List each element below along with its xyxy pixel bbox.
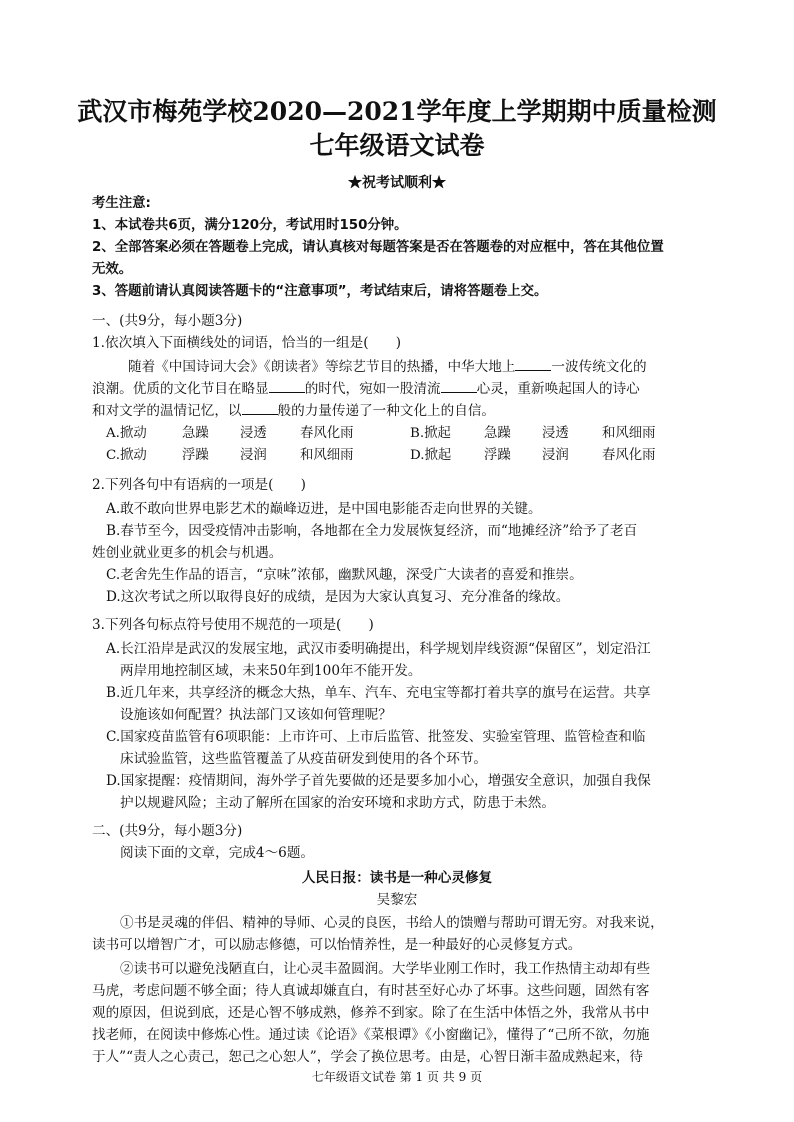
q1-option-d: D.掀起 [410,448,452,463]
article-para1: ①书是灵魂的伴侣、精神的导师、心灵的良医，书给人的馈赠与帮助可谓无穷。对我来说， [120,915,664,931]
q1-option-d-word4: 春风化雨 [602,448,656,463]
exam-title-line2: 七年级语文试卷 [309,131,485,160]
article-para2-line5: 于人”“责人之心责己，恕己之心恕人”，学会了换位思考。由是，心智日渐丰盈成熟起来，待 [92,1049,644,1065]
q2-option-b-cont: 姓创业就业更多的机会与机遇。 [92,545,283,561]
q3-option-b-cont: 设施该如何配置？执法部门又该如何管理呢？ [120,707,392,723]
blank-1 [515,357,551,371]
q3-option-c-cont: 床试验监管，这些监管覆盖了从疫苗研发到使用的各个环节。 [120,751,488,767]
q1-passage-line1: 随着《中国诗词大会》《朗读者》等综艺节目的热播，中华大地上 一波传统文化的 [128,359,647,375]
notice-heading: 考生注意: [92,196,151,211]
q1-option-b-word2: 急躁 [484,426,511,441]
q1-passage-line3: 和对文学的温情记忆，以 般的力量传递了一种文化上的自信。 [92,403,496,419]
notice-item-3: 3、答题前请认真阅读答题卡的“注意事项”，考试结束后，请将答题卷上交。 [92,284,548,299]
q2-option-a: A.敢不敢向世界电影艺术的巅峰迈进，是中国电影能否走向世界的关键。 [106,501,542,517]
q1-stem: 1.依次填入下面横线处的词语，恰当的一组是( ) [92,335,402,351]
blank-4 [242,401,278,415]
article-para2-line2: 马虎，考虑问题不够全面；待人真诚却嫌直白，有时甚至好心办了坏事。这些问题，固然有客 [92,983,650,999]
q1-options-row2 [92,444,704,466]
q2-option-c: C.老舍先生作品的语言，“京味”浓郁，幽默风趣，深受广大读者的喜爱和推崇。 [106,567,583,583]
q1-option-a: A.掀动 [106,426,147,441]
notice-item-1: 1、本试卷共6页，满分120分，考试用时150分钟。 [92,218,408,233]
notice-item-2-cont: 无效。 [92,262,133,277]
q1-option-b-word3: 浸透 [542,426,569,441]
q1-option-c-word3: 浸润 [240,448,267,463]
q3-option-c: C.国家疫苗监管有6项职能：上市许可、上市后监管、批签发、实验室管理、监管检查和临 [106,729,646,745]
article-para2: ②读书可以避免浅陋直白，让心灵丰盈圆润。大学毕业刚工作时，我工作热情主动却有些 [120,961,651,977]
article-author: 吴黎宏 [376,892,418,908]
article-para2-line3: 观的原因，但说到底，还是心智不够成熟，修养不到家。除了在生活中体悟之外，我常从书中 [92,1005,650,1021]
q3-option-d-cont: 护以规避风险；主动了解所在国家的治安环境和求助方式，防患于未然。 [120,795,555,811]
q1-option-c: C.掀动 [106,448,147,463]
q1-option-b-word4: 和风细雨 [602,426,656,441]
page-footer: 七年级语文试卷 第 1 页 共 9 页 [311,1070,483,1084]
q1-passage-line2: 浪潮。优质的文化节目在略显 的时代，宛如一股清流 心灵，重新唤起国人的诗心 [92,381,640,397]
section2-instruction: 阅读下面的文章，完成4～6题。 [120,845,315,861]
q1-option-a-word4: 春风化雨 [300,426,354,441]
blank-2 [269,379,305,393]
q1-option-b: B.掀起 [410,426,451,441]
q1-option-a-word3: 浸透 [240,426,267,441]
q1-option-c-word4: 和风细雨 [300,448,354,463]
q3-option-a-cont: 两岸用地控制区域，未来50年到100年不能开发。 [120,663,422,679]
q2-stem: 2.下列各句中有语病的一项是( ) [92,477,306,493]
section1-heading: 一、(共9分，每小题3分) [92,313,243,329]
article-title: 人民日报：读书是一种心灵修复 [301,870,493,886]
q2-option-d: D.这次考试之所以取得良好的成绩，是因为大家认真复习、充分准备的缘故。 [106,589,570,605]
q1-option-d-word3: 浸润 [542,448,569,463]
q1-option-c-word2: 浮躁 [182,448,209,463]
article-para2-line4: 找老师，在阅读中修炼心性。通过读《论语》《菜根谭》《小窗幽记》，懂得了“己所不欲，勿施 [92,1027,650,1043]
blank-3 [441,379,477,393]
notice-item-2: 2、全部答案必须在答题卷上完成，请认真核对每题答案是否在答题卷的对应框中，答在其他位置 [92,240,664,255]
article-para1-cont: 读书可以增智广才，可以励志修德，可以怡情养性，是一种最好的心灵修复方式。 [92,937,582,953]
motto: ★祝考试顺利★ [348,175,446,191]
q3-option-d: D.国家提醒：疫情期间，海外学子首先要做的还是要多加小心，增强安全意识，加强自我保 [106,773,651,789]
q1-options-row1 [92,422,704,444]
q3-option-a: A.长江沿岸是武汉的发展宝地，武汉市委明确提出，科学规划岸线资源“保留区”，划定沿江 [106,641,651,657]
section2-heading: 二、(共9分，每小题3分) [92,823,243,839]
q3-stem: 3.下列各句标点符号使用不规范的一项是( ) [92,617,374,633]
q2-option-b: B.春节至今，因受疫情冲击影响，各地都在全力发展恢复经济，而“地摊经济”给予了老百 [106,523,638,539]
q1-option-a-word2: 急躁 [182,426,209,441]
exam-title-line1: 武汉市梅苑学校2020—2021学年度上学期期中质量检测 [77,97,717,126]
q3-option-b: B.近几年来，共享经济的概念大热，单车、汽车、充电宝等都打着共享的旗号在运营。共享 [106,685,651,701]
q1-option-d-word2: 浮躁 [484,448,511,463]
